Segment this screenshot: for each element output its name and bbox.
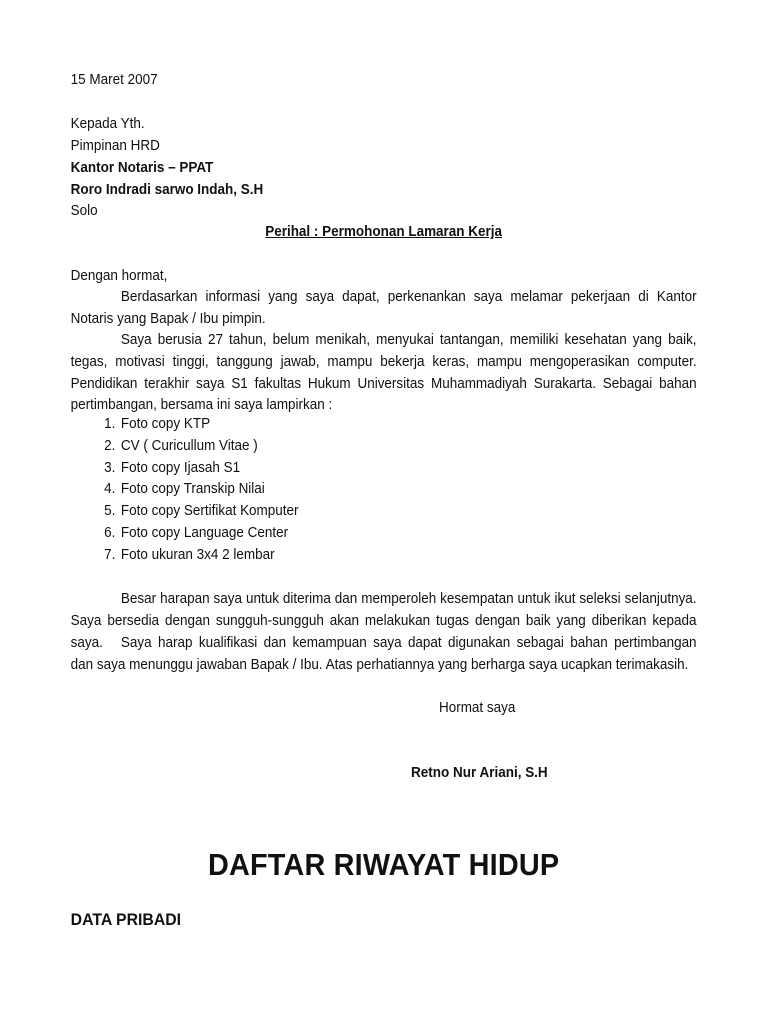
- attachment-text: Foto copy Sertifikat Komputer: [120, 503, 299, 520]
- attachment-item: [71, 479, 299, 501]
- attachment-text: CV ( Curicullum Vitae ): [120, 437, 258, 454]
- paragraph-closing: Saya harap kualifikasi dan kemampuan saya dapat digunakan sebagai bahan pertimbangan dan saya menunggu jawaban Bapak / Ibu. Atas perhatiannya yang berharga saya ucapkan terimakasih.: [70, 635, 697, 673]
- attachment-text: Foto ukuran 3x4 2 lembar: [120, 546, 275, 563]
- attachment-text: Foto copy Language Center: [120, 524, 289, 541]
- attachment-number: 2.: [104, 437, 116, 454]
- closing-greeting: Hormat saya: [438, 700, 516, 716]
- attachment-item: [71, 545, 299, 567]
- letter-salutation: Dengan hormat,: [70, 268, 168, 284]
- attachment-item: [71, 414, 299, 436]
- attachment-text: Foto copy KTP: [120, 416, 211, 432]
- attachment-item: [71, 523, 299, 545]
- recipient-line-1: Kepada Yth.: [70, 116, 145, 132]
- cv-section-heading: DATA PRIBADI: [70, 910, 182, 929]
- paragraph-profile: Saya berusia 27 tahun, belum menikah, menyukai tantangan, memiliki kesehatan yang baik, tegas, motivasi tinggi, tanggung jawab, mampu bekerja keras, mampu mengoperasikan computer. Pendidikan terakhir saya S1 fakultas Hukum Universitas Muhammadiyah Surakarta. Sebagai bahan pertimbangan, bersama ini saya lampirkan :: [70, 332, 697, 414]
- letter-page: [71, 0, 697, 1024]
- attachment-item: [71, 458, 299, 480]
- recipient-line-2: Pimpinan HRD: [70, 138, 160, 154]
- attachment-number: 4.: [104, 481, 116, 498]
- paragraph-hope: Besar harapan saya untuk diterima dan memperoleh kesempatan untuk ikut seleksi selanjutnya. Saya bersedia dengan sungguh-sungguh akan melakukan tugas dengan baik yang diberikan kepada saya.: [70, 591, 697, 651]
- signature-name: Retno Nur Ariani, S.H: [411, 765, 548, 781]
- recipient-person: Roro Indradi sarwo Indah, S.H: [70, 182, 264, 198]
- letter-date: 15 Maret 2007: [70, 72, 158, 88]
- letter-subject: Perihal : Permohonan Lamaran Kerja: [265, 224, 503, 240]
- attachment-text: Foto copy Transkip Nilai: [120, 481, 265, 498]
- attachment-number: 3.: [104, 459, 116, 476]
- attachment-item: [71, 436, 299, 458]
- attachment-number: 5.: [104, 503, 116, 520]
- attachment-text: Foto copy Ijasah S1: [120, 459, 241, 476]
- attachment-list: [71, 414, 299, 567]
- paragraph-intro: Berdasarkan informasi yang saya dapat, perkenankan saya melamar pekerjaan di Kantor Notaris yang Bapak / Ibu pimpin.: [70, 289, 697, 327]
- cv-title: DAFTAR RIWAYAT HIDUP: [207, 847, 560, 882]
- recipient-company: Kantor Notaris – PPAT: [70, 160, 214, 176]
- attachment-number: 1.: [104, 416, 116, 432]
- attachment-number: 6.: [104, 524, 116, 541]
- recipient-city: Solo: [70, 203, 98, 219]
- attachment-item: [71, 501, 299, 523]
- attachment-number: 7.: [104, 546, 116, 563]
